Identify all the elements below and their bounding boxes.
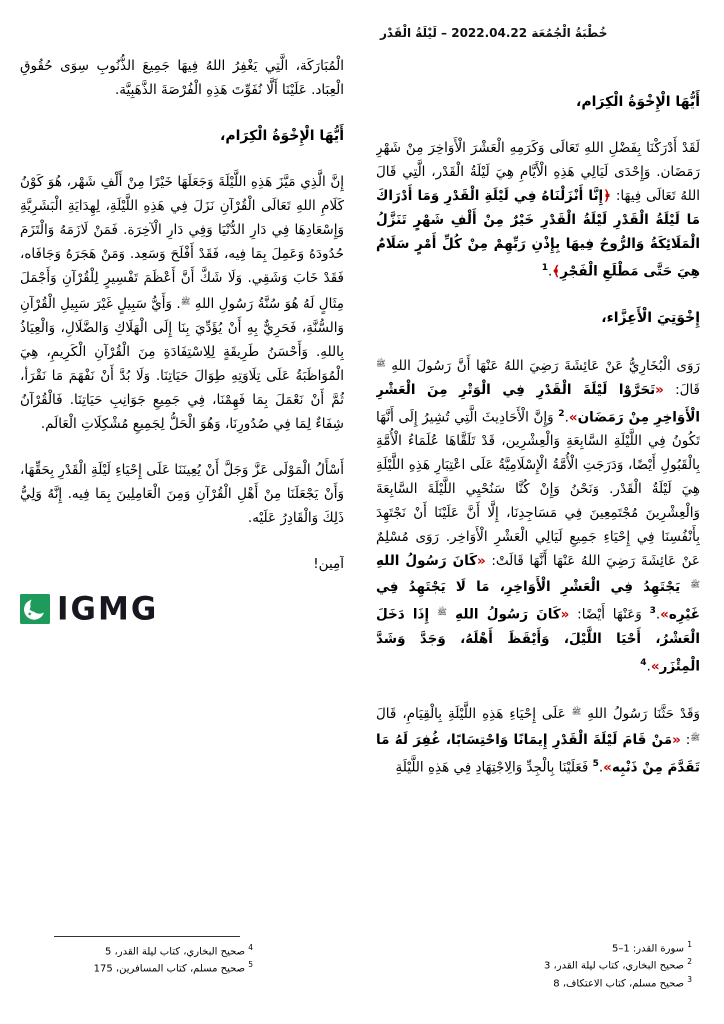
- saw-symbol: ﷺ: [571, 707, 582, 716]
- text-segment: »: [660, 606, 669, 623]
- saw-symbol: ﷺ: [690, 733, 700, 742]
- text-segment: .: [646, 658, 651, 674]
- paragraph: [20, 458, 344, 530]
- column-left: [20, 48, 344, 924]
- footnote-number: 3: [687, 974, 692, 984]
- footnotes-left: [94, 941, 253, 976]
- text-segment: كَانَ رَسُولُ اللهِ: [446, 606, 561, 623]
- section-heading: أَيُّهَا الْإِخْوَةُ الْكِرَام،: [576, 94, 700, 110]
- text-segment: لَقَدْ أَدْرَكْنَا بِفَضْلِ اللهِ تَعَالَى وَكَرَمِهِ الْعَشْرَ الْأَوَاخِرَ مِنْ شَهْرِ رَمَضَان. وَإِحْدَى لَيَالِي هَذِهِ الْأَيَّامِ هِيَ لَيْلَةُ الْقَدْر، الَّتِي قَالَ اللهُ تَعَالَى فِيهَا:: [376, 140, 700, 204]
- text-segment: يَجْتَهِدُ فِي الْعَشْرِ الْأَوَاخِرِ، مَا لَا يَجْتَهِدُ فِي غَيْرِه: [376, 579, 700, 623]
- text-segment: .: [598, 759, 604, 776]
- text-segment: .: [655, 606, 661, 623]
- paragraph: [376, 136, 700, 284]
- paragraph: [376, 700, 700, 780]
- footnote-ref: 5: [592, 759, 599, 769]
- text-segment: الْمُبَارَكَة، الَّتِي يَغْفِرُ اللهُ فِيهَا جَمِيعَ الذُّنُوبِ سِوَى حُقُوقِ الْعِبَاد. عَلَيْنَا أَلَّا نُفَوِّتَ هَذِهِ الْفُرْصَةَ الذَّهَبِيَّة.: [20, 58, 344, 98]
- footnote-number: 1: [687, 940, 692, 949]
- text-segment: وَعَنْهَا أَيْضًا:: [569, 606, 650, 623]
- paragraph: [20, 54, 344, 102]
- text-segment: تَحَرَّوْا لَيْلَةَ الْقَدْرِ فِي الْوَتْرِ مِنَ الْعَشْرِ الْأَوَاخِرِ مِنْ رَمَضَان: [376, 381, 700, 425]
- footnote-ref: 3: [649, 606, 656, 616]
- paragraph: [376, 352, 700, 679]
- text-segment: وَقَدْ حَثَّنَا رَسُولُ اللهِ: [581, 706, 700, 722]
- footnote: $^5$ صحيح مسلم، كتاب المسافرين، 175: [93, 960, 253, 975]
- footnote: $^4$ صحيح البخاري، كتاب ليلة القدر، 5: [104, 943, 253, 958]
- footnote-ref: 4: [640, 657, 647, 668]
- text-segment: .: [547, 263, 553, 280]
- footnote: $^3$ صحيح مسلم، كتاب الاعتكاف، 8: [553, 974, 692, 989]
- footnote: $^2$ صحيح البخاري، كتاب ليلة القدر، 3: [543, 957, 692, 972]
- section-heading: أَيُّهَا الْإِخْوَةُ الْكِرَام،: [220, 128, 344, 144]
- text-segment: إِنَّ الَّذِي مَيَّزَ هَذِهِ اللَّيْلَةَ وَجَعَلَهَا خَيْرًا مِنْ أَلْفِ شَهْر، هُوَ كَوْنُ كَلَامِ اللهِ تَعَالَى الْقُرْآنِ نَزَلَ فِي هَذِهِ اللَّيْلَةِ، لِهِدَايَةِ الْبَشَرِيَّةِ وَإِسْعَادِهَا فِي دَارِ الدُّنْيَا وَفِي دَارِ الْآخِرَة. فَمَنْ لَازَمَهُ وَالْتَزَمَ حُدُودَهُ وَعَمِلَ بِمَا فِيه، فَقَدْ أَفْلَحَ وَسَعِد. وَمَنْ هَجَرَهُ وَجَافَاه، فَقَدْ خَابَ وَشَقِي. وَلَا شَكَّ أَنَّ أَعْظَمَ تَفْسِيرٍ لِلْقُرْآنِ وَأَجْمَلَ مِثَالٍ لَهُ هُوَ سُنَّةُ رَسُولِ اللهِ: [20, 174, 344, 312]
- text-segment: «: [560, 606, 570, 623]
- text-segment: .: [564, 409, 569, 425]
- footnote: $^1$ سورة القدر: 1–5: [611, 940, 692, 955]
- saw-symbol: ﷺ: [690, 580, 700, 589]
- footnote-number: 2: [687, 957, 692, 967]
- two-column-body: [20, 48, 700, 924]
- text-segment: »: [603, 759, 612, 776]
- text-segment: أَسْأَلُ الْمَوْلَى عَزَّ وَجَلَّ أَنْ يُعِينَنَا عَلَى إِحْيَاءِ لَيْلَةِ الْقَدْرِ بِحَقِّهَا، وَأَنْ يَجْعَلَنَا مِنْ أَهْلِ الْقُرْآنِ وَمِنَ الْعَامِلِينَ بِمَا فِيه. إِنَّهُ وَلِيُّ ذَلِكَ وَالْقَادِرُ عَلَيْه.: [20, 462, 344, 526]
- column-right: [376, 48, 700, 924]
- saw-symbol: ﷺ: [180, 297, 191, 306]
- text-segment: «: [672, 732, 681, 748]
- text-segment: إِنَّا أَنْزَلْنَاهُ فِي لَيْلَةِ الْقَدْرِ وَمَا أَدْرَاكَ مَا لَيْلَةُ الْقَدْرِ لَيْلَةُ الْقَدْرِ خَيْرٌ مِنْ أَلْفِ شَهْرٍ تَنَزَّلُ الْمَلَائِكَةُ وَالرُّوحُ فِيهَا بِإِذْنِ رَبِّهِمْ مِنْ كُلِّ أَمْرٍ سَلَامٌ هِيَ حَتَّى مَطْلَعِ الْفَجْرِ: [376, 188, 700, 280]
- footnote-number: 5: [248, 960, 253, 970]
- text-segment: رَوَى الْبُخَارِيُّ عَنْ عَائِشَةَ رَضِيَ اللهُ عَنْهَا أَنَّ رَسُولَ اللهِ: [385, 357, 700, 374]
- igmg-logo-text: IGMG: [57, 590, 159, 628]
- text-segment: وَإِنَّ الْأَحَادِيثَ الَّتِي تُشِيرُ إِلَى أَنَّهَا تَكُونُ فِي اللَّيْلَةِ السَّابِعَةِ وَالْعِشْرِين، قَدْ تَلَقَّاهَا عُلَمَاءُ الْأُمَّةِ بِالْقَبُولِ أَيْضًا، وَدَرَجَتِ الْأُمَّةُ الْإِسْلَامِيَّةُ عَلَى اعْتِبَارِ هَذِهِ اللَّيْلَةِ هِيَ لَيْلَةُ الْقَدْر. وَنَحْنُ وَإِنْ كُنَّا سَنُحْيِي اللَّيْلَةَ السَّابِعَةَ وَالْعِشْرِينَ مُجْتَمِعِينَ فِي مَسَاجِدِنَا، إِلَّا أَنَّ عَلَيْنَا أَنْ نَجْتَهِدَ بِأَنْفُسِنَا فِي إِحْيَاءِ جَمِيعِ لَيَالِي الْعَشْرِ الْأَوَاخِر. رَوَى مُسْلِمٌ عَنْ عَائِشَةَ رَضِيَ اللهُ عَنْهَا أَنَّهَا قَالَتْ:: [376, 409, 700, 569]
- text-segment: مَنْ قَامَ لَيْلَةَ الْقَدْرِ إِيمَانًا وَاحْتِسَابًا، غُفِرَ لَهُ مَا تَقَدَّمَ مِنْ ذَنْبِه: [376, 732, 700, 776]
- saw-symbol: ﷺ: [437, 607, 447, 617]
- paragraph: [20, 552, 344, 576]
- text-segment: »: [568, 409, 578, 425]
- footnote-separator: [54, 936, 240, 937]
- footnote-ref: 2: [558, 408, 565, 419]
- footnote-number: 4: [248, 943, 253, 952]
- text-segment: فَعَلَيْنَا بِالْجِدِّ وَالِاجْتِهَادِ فِي هَذِهِ اللَّيْلَةِ: [395, 759, 593, 776]
- crescent-europe-icon: [20, 594, 50, 624]
- text-segment: . وَأَيُّ سَبِيلٍ غَيْرَ سَبِيلِ الْقُرْآنِ وَالسُّنَّةِ، فَحَرِيٌّ بِهِ أَنْ يُؤَدِّيَ بِنَا إِلَى الْهَلَاكِ وَالضَّلَالِ، وَالْعِيَاذُ بِاللهِ. وَأَحْسَنُ طَرِيقَةٍ لِلِاسْتِفَادَةِ مِنَ الْقُرْآنِ الْكَرِيمِ، هِيَ الْمُوَاظَبَةُ عَلَى تِلَاوَتِهِ طِوَالَ حَيَاتِنَا. وَلَا بُدَّ أَنْ نَفْهَمَ مَا نَقْرَأ، ثُمَّ أَنْ نَعْمَلَ بِمَا فَهِمْنَا، فِي جَمِيعِ جَوَانِبِ حَيَاتِنَا. فَالْقُرْآنُ شِفَاءٌ لِمَا فِي صُدُورِنَا، وَهُوَ الْحَلُّ لِجَمِيعِ مُشْكِلَاتِ الْعَالَم.: [20, 296, 344, 432]
- text-segment: «: [477, 553, 486, 569]
- footnote-ref: 1: [541, 263, 548, 273]
- igmg-logo: [20, 590, 344, 628]
- section-heading: إِخْوَتِيَ الْأَعِزَّاء،: [601, 309, 700, 326]
- document-header-title: خُطْبَةُ الْجُمُعَة 2022.04.22 – لَيْلَةُ الْقَدْر: [380, 26, 608, 40]
- text-segment: آمِين!: [313, 556, 344, 572]
- text-segment: كَانَ رَسُولُ اللهِ: [376, 553, 478, 569]
- text-segment: قَالَ:: [663, 381, 700, 398]
- footnotes-right: [544, 938, 692, 990]
- text-segment: ﴾: [552, 263, 561, 280]
- text-segment: إِذَا دَخَلَ الْعَشْرُ، أَحْيَا اللَّيْلَ، وَأَيْقَظَ أَهْلَهُ، وَجَدَّ وَشَدَّ الْمِئْزَر: [376, 606, 700, 674]
- text-segment: ﴿: [603, 188, 612, 204]
- text-segment: :: [680, 732, 691, 748]
- paragraph: [20, 170, 344, 436]
- saw-symbol: ﷺ: [376, 358, 386, 368]
- text-segment: عَلَى إِحْيَاءِ هَذِهِ اللَّيْلَةِ بِالْقِيَامِ، قَالَ: [376, 706, 572, 722]
- text-segment: »: [650, 658, 660, 674]
- text-segment: «: [655, 381, 664, 398]
